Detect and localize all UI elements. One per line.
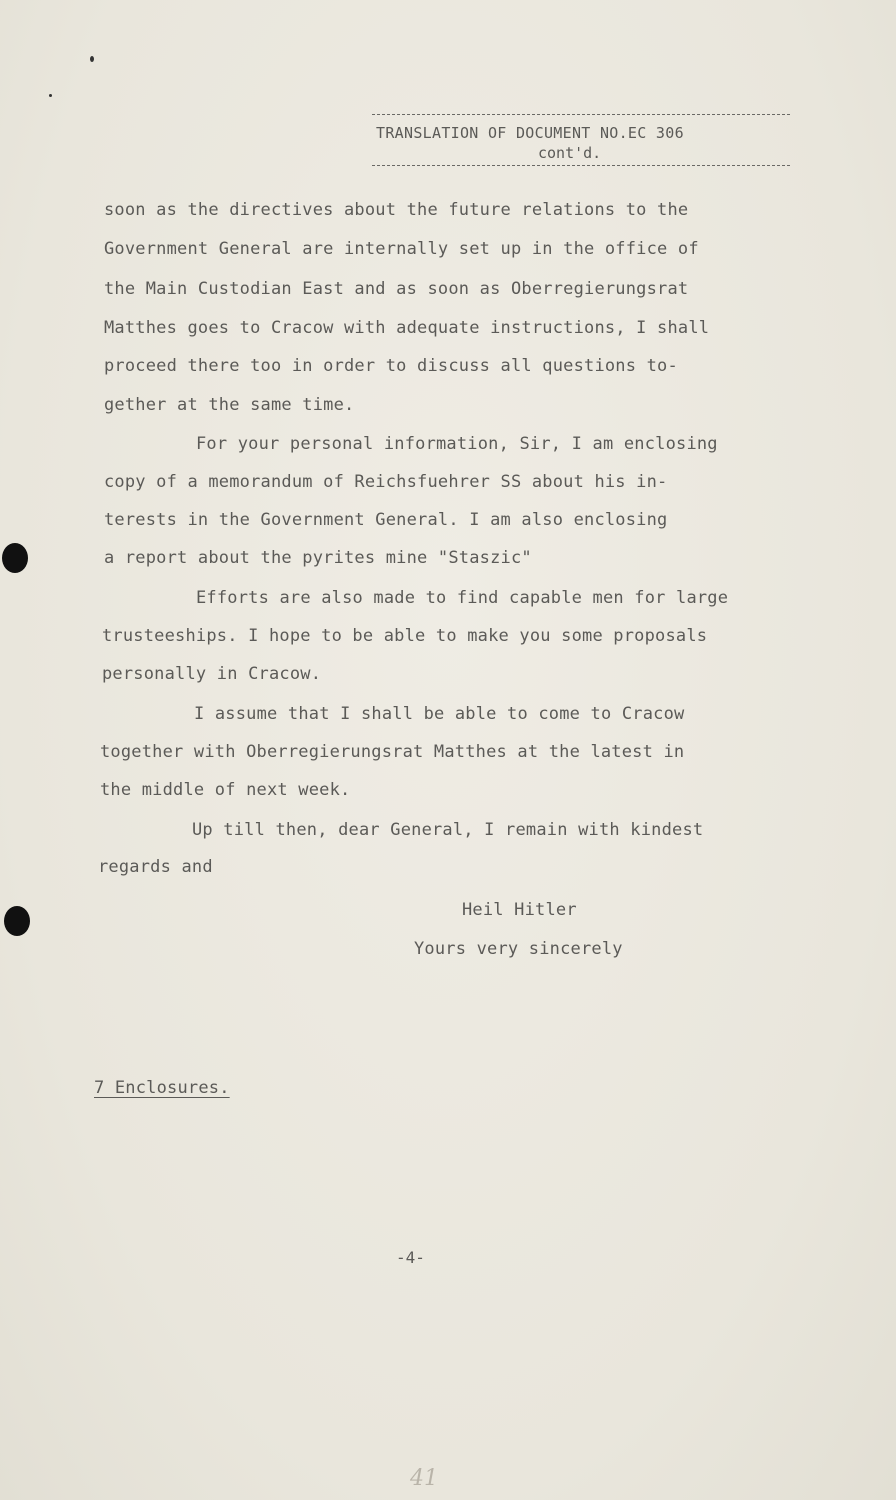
body-line: a report about the pyrites mine "Staszic" bbox=[104, 548, 532, 568]
body-line: Government General are internally set up in the office of bbox=[104, 239, 699, 259]
ink-speck bbox=[90, 56, 94, 62]
handwritten-folio-number: 41 bbox=[410, 1466, 438, 1491]
body-line: proceed there too in order to discuss all questions to- bbox=[104, 356, 678, 376]
body-line: the middle of next week. bbox=[100, 780, 351, 800]
body-line: Matthes goes to Cracow with adequate instructions, I shall bbox=[104, 318, 710, 338]
body-line: the Main Custodian East and as soon as Oberregierungsrat bbox=[104, 279, 689, 299]
body-line: gether at the same time. bbox=[104, 395, 355, 415]
header-continued: cont'd. bbox=[538, 144, 602, 162]
closing-salutation: Heil Hitler bbox=[462, 900, 577, 920]
body-line: copy of a memorandum of Reichsfuehrer SS about his in- bbox=[104, 472, 668, 492]
document-header bbox=[372, 114, 790, 166]
body-line: Up till then, dear General, I remain with kindest bbox=[192, 820, 704, 840]
body-line: Efforts are also made to find capable men for large bbox=[196, 588, 729, 608]
enclosures-note: 7 Enclosures. bbox=[94, 1078, 230, 1098]
page-number: -4- bbox=[396, 1248, 425, 1267]
body-line: regards and bbox=[98, 857, 213, 877]
ink-speck bbox=[49, 94, 52, 97]
body-line: trusteeships. I hope to be able to make you some proposals bbox=[102, 626, 708, 646]
punch-hole-top bbox=[2, 543, 28, 573]
body-line: together with Oberregierungsrat Matthes at the latest in bbox=[100, 742, 685, 762]
body-line: personally in Cracow. bbox=[102, 664, 322, 684]
punch-hole-bottom bbox=[4, 906, 30, 936]
body-line: soon as the directives about the future relations to the bbox=[104, 200, 689, 220]
closing-signoff: Yours very sincerely bbox=[414, 939, 623, 959]
body-line: For your personal information, Sir, I am enclosing bbox=[196, 434, 718, 454]
body-line: I assume that I shall be able to come to Cracow bbox=[194, 704, 685, 724]
header-title: TRANSLATION OF DOCUMENT NO.EC 306 bbox=[376, 124, 684, 142]
body-line: terests in the Government General. I am also enclosing bbox=[104, 510, 668, 530]
